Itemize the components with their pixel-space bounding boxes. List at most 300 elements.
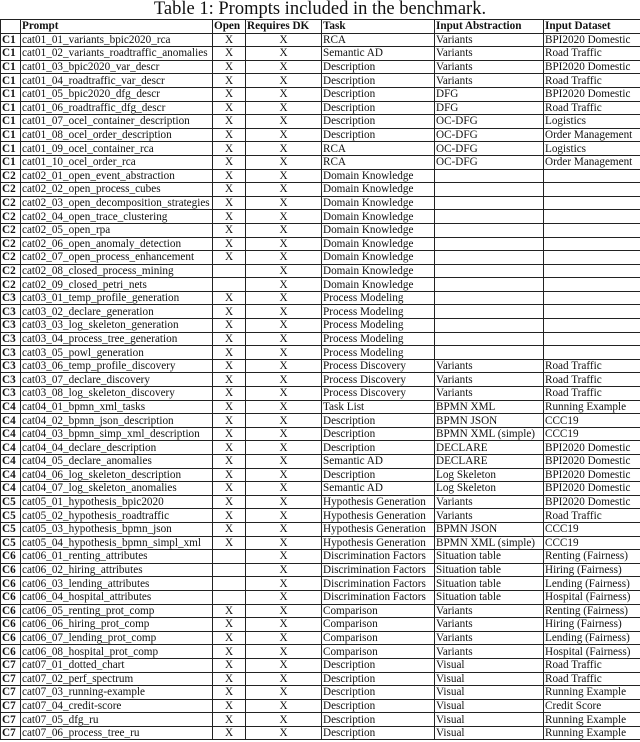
cell-prompt: cat03_03_log_skeleton_generation bbox=[21, 319, 213, 333]
cell-requires-dk: X bbox=[246, 278, 322, 292]
cell-task: Discrimination Factors bbox=[322, 550, 435, 564]
cell-task: Discrimination Factors bbox=[322, 577, 435, 591]
cell-requires-dk: X bbox=[246, 400, 322, 414]
cell-input-dataset bbox=[544, 346, 640, 360]
cell-prompt: cat04_07_log_skeleton_anomalies bbox=[21, 482, 213, 496]
table-row bbox=[1, 550, 640, 564]
cell-task: Domain Knowledge bbox=[322, 237, 435, 251]
cell-open: X bbox=[213, 33, 246, 47]
cell-category: C3 bbox=[1, 319, 21, 333]
cell-task: Hypothesis Generation bbox=[322, 536, 435, 550]
cell-task: RCA bbox=[322, 33, 435, 47]
cell-task: RCA bbox=[322, 155, 435, 169]
cell-requires-dk: X bbox=[246, 223, 322, 237]
cell-prompt: cat02_09_closed_petri_nets bbox=[21, 278, 213, 292]
cell-prompt: cat05_02_hypothesis_roadtraffic bbox=[21, 509, 213, 523]
cell-category: C5 bbox=[1, 536, 21, 550]
cell-category: C7 bbox=[1, 686, 21, 700]
cell-prompt: cat01_03_bpic2020_var_descr bbox=[21, 60, 213, 74]
cell-task: Description bbox=[322, 686, 435, 700]
cell-task: Process Modeling bbox=[322, 291, 435, 305]
cell-prompt: cat07_04_credit-score bbox=[21, 699, 213, 713]
cell-category: C6 bbox=[1, 563, 21, 577]
cell-open: X bbox=[213, 495, 246, 509]
cell-prompt: cat04_06_log_skeleton_description bbox=[21, 468, 213, 482]
cell-category: C4 bbox=[1, 482, 21, 496]
cell-input-dataset bbox=[544, 319, 640, 333]
cell-input-abstraction: OC-DFG bbox=[435, 142, 544, 156]
cell-open: X bbox=[213, 686, 246, 700]
cell-prompt: cat02_03_open_decomposition_strategies bbox=[21, 196, 213, 210]
cell-task: Domain Knowledge bbox=[322, 210, 435, 224]
cell-prompt: cat01_10_ocel_order_rca bbox=[21, 155, 213, 169]
cell-input-abstraction: Visual bbox=[435, 658, 544, 672]
cell-prompt: cat02_06_open_anomaly_detection bbox=[21, 237, 213, 251]
cell-requires-dk: X bbox=[246, 319, 322, 333]
cell-input-dataset: Running Example bbox=[544, 726, 640, 740]
table-row bbox=[1, 319, 640, 333]
cell-input-abstraction: Situation table bbox=[435, 577, 544, 591]
cell-prompt: cat07_03_running-example bbox=[21, 686, 213, 700]
cell-input-dataset: Hospital (Fairness) bbox=[544, 590, 640, 604]
cell-input-abstraction: Situation table bbox=[435, 563, 544, 577]
cell-requires-dk: X bbox=[246, 332, 322, 346]
cell-category: C3 bbox=[1, 359, 21, 373]
cell-category: C3 bbox=[1, 387, 21, 401]
cell-input-dataset: Running Example bbox=[544, 713, 640, 727]
cell-category: C4 bbox=[1, 400, 21, 414]
cell-requires-dk: X bbox=[246, 590, 322, 604]
cell-input-abstraction: Visual bbox=[435, 713, 544, 727]
cell-open: X bbox=[213, 509, 246, 523]
cell-prompt: cat06_08_hospital_prot_comp bbox=[21, 645, 213, 659]
table-row bbox=[1, 522, 640, 536]
cell-input-dataset bbox=[544, 196, 640, 210]
table-row bbox=[1, 60, 640, 74]
cell-input-dataset: Lending (Fairness) bbox=[544, 577, 640, 591]
cell-requires-dk: X bbox=[246, 522, 322, 536]
table-row bbox=[1, 33, 640, 47]
table-row bbox=[1, 264, 640, 278]
table-row bbox=[1, 672, 640, 686]
cell-input-dataset bbox=[544, 251, 640, 265]
table-row bbox=[1, 47, 640, 61]
cell-category: C6 bbox=[1, 604, 21, 618]
table-row bbox=[1, 495, 640, 509]
cell-open: X bbox=[213, 237, 246, 251]
table-row bbox=[1, 645, 640, 659]
cell-input-abstraction: Variants bbox=[435, 645, 544, 659]
cell-open bbox=[213, 563, 246, 577]
cell-input-abstraction: BPMN JSON bbox=[435, 522, 544, 536]
table-row bbox=[1, 373, 640, 387]
cell-input-dataset: Lending (Fairness) bbox=[544, 631, 640, 645]
cell-requires-dk: X bbox=[246, 726, 322, 740]
table-row bbox=[1, 115, 640, 129]
cell-category: C1 bbox=[1, 33, 21, 47]
cell-open: X bbox=[213, 482, 246, 496]
cell-input-dataset: Road Traffic bbox=[544, 509, 640, 523]
cell-open: X bbox=[213, 387, 246, 401]
cell-input-abstraction: Situation table bbox=[435, 550, 544, 564]
cell-prompt: cat05_01_hypothesis_bpic2020 bbox=[21, 495, 213, 509]
cell-requires-dk: X bbox=[246, 33, 322, 47]
table-row bbox=[1, 359, 640, 373]
cell-input-dataset bbox=[544, 223, 640, 237]
cell-prompt: cat01_08_ocel_order_description bbox=[21, 128, 213, 142]
cell-requires-dk: X bbox=[246, 563, 322, 577]
cell-task: Process Discovery bbox=[322, 387, 435, 401]
cell-requires-dk: X bbox=[246, 672, 322, 686]
cell-open: X bbox=[213, 604, 246, 618]
cell-open: X bbox=[213, 305, 246, 319]
cell-open: X bbox=[213, 223, 246, 237]
cell-input-dataset bbox=[544, 210, 640, 224]
cell-requires-dk: X bbox=[246, 60, 322, 74]
cell-category: C6 bbox=[1, 577, 21, 591]
cell-prompt: cat03_05_powl_generation bbox=[21, 346, 213, 360]
cell-prompt: cat02_01_open_event_abstraction bbox=[21, 169, 213, 183]
cell-input-dataset: CCC19 bbox=[544, 536, 640, 550]
cell-open: X bbox=[213, 699, 246, 713]
cell-requires-dk: X bbox=[246, 142, 322, 156]
cell-input-abstraction: OC-DFG bbox=[435, 115, 544, 129]
cell-prompt: cat07_01_dotted_chart bbox=[21, 658, 213, 672]
cell-category: C6 bbox=[1, 631, 21, 645]
table-row bbox=[1, 128, 640, 142]
cell-input-dataset: BPI2020 Domestic bbox=[544, 87, 640, 101]
cell-input-dataset: Logistics bbox=[544, 142, 640, 156]
cell-input-abstraction: Variants bbox=[435, 631, 544, 645]
cell-input-dataset bbox=[544, 278, 640, 292]
cell-open: X bbox=[213, 373, 246, 387]
cell-input-abstraction bbox=[435, 183, 544, 197]
cell-prompt: cat01_02_variants_roadtraffic_anomalies bbox=[21, 47, 213, 61]
table-row bbox=[1, 509, 640, 523]
cell-input-dataset: Running Example bbox=[544, 686, 640, 700]
cell-input-dataset: Road Traffic bbox=[544, 658, 640, 672]
table-row bbox=[1, 87, 640, 101]
table-row bbox=[1, 427, 640, 441]
cell-requires-dk: X bbox=[246, 87, 322, 101]
cell-input-abstraction: Variants bbox=[435, 509, 544, 523]
cell-category: C2 bbox=[1, 278, 21, 292]
cell-prompt: cat06_02_hiring_attributes bbox=[21, 563, 213, 577]
cell-requires-dk: X bbox=[246, 251, 322, 265]
cell-input-abstraction: DFG bbox=[435, 101, 544, 115]
cell-requires-dk: X bbox=[246, 210, 322, 224]
cell-category: C4 bbox=[1, 427, 21, 441]
cell-input-abstraction bbox=[435, 210, 544, 224]
cell-prompt: cat03_08_log_skeleton_discovery bbox=[21, 387, 213, 401]
cell-task: Description bbox=[322, 468, 435, 482]
cell-task: RCA bbox=[322, 142, 435, 156]
cell-requires-dk: X bbox=[246, 618, 322, 632]
cell-input-abstraction: Visual bbox=[435, 686, 544, 700]
cell-open: X bbox=[213, 128, 246, 142]
cell-input-dataset: Renting (Fairness) bbox=[544, 604, 640, 618]
cell-input-dataset: BPI2020 Domestic bbox=[544, 60, 640, 74]
cell-requires-dk: X bbox=[246, 387, 322, 401]
cell-open: X bbox=[213, 155, 246, 169]
cell-task: Domain Knowledge bbox=[322, 183, 435, 197]
table-row bbox=[1, 332, 640, 346]
cell-input-dataset: CCC19 bbox=[544, 427, 640, 441]
cell-requires-dk: X bbox=[246, 658, 322, 672]
cell-category: C2 bbox=[1, 264, 21, 278]
cell-open: X bbox=[213, 536, 246, 550]
table-caption: Table 1: Prompts included in the benchmark. bbox=[153, 0, 487, 19]
cell-input-abstraction: Visual bbox=[435, 672, 544, 686]
cell-category: C3 bbox=[1, 291, 21, 305]
cell-input-abstraction: Log Skeleton bbox=[435, 468, 544, 482]
cell-prompt: cat04_02_bpmn_json_description bbox=[21, 414, 213, 428]
cell-open: X bbox=[213, 142, 246, 156]
cell-input-abstraction: Variants bbox=[435, 33, 544, 47]
cell-task: Process Discovery bbox=[322, 373, 435, 387]
cell-input-abstraction: DECLARE bbox=[435, 441, 544, 455]
cell-requires-dk: X bbox=[246, 468, 322, 482]
table-row bbox=[1, 101, 640, 115]
cell-category: C1 bbox=[1, 60, 21, 74]
cell-task: Process Modeling bbox=[322, 305, 435, 319]
cell-input-dataset bbox=[544, 305, 640, 319]
cell-input-abstraction: Visual bbox=[435, 726, 544, 740]
cell-input-dataset: Road Traffic bbox=[544, 47, 640, 61]
cell-category: C1 bbox=[1, 87, 21, 101]
cell-open: X bbox=[213, 319, 246, 333]
cell-category: C5 bbox=[1, 522, 21, 536]
table-row bbox=[1, 414, 640, 428]
cell-open: X bbox=[213, 60, 246, 74]
cell-prompt: cat07_06_process_tree_ru bbox=[21, 726, 213, 740]
table-row bbox=[1, 468, 640, 482]
cell-open: X bbox=[213, 468, 246, 482]
cell-input-dataset: Order Management bbox=[544, 128, 640, 142]
cell-open bbox=[213, 278, 246, 292]
cell-requires-dk: X bbox=[246, 169, 322, 183]
cell-open bbox=[213, 550, 246, 564]
cell-requires-dk: X bbox=[246, 101, 322, 115]
cell-input-abstraction: Variants bbox=[435, 60, 544, 74]
cell-task: Process Modeling bbox=[322, 319, 435, 333]
cell-task: Description bbox=[322, 441, 435, 455]
table-row bbox=[1, 74, 640, 88]
cell-input-dataset: BPI2020 Domestic bbox=[544, 33, 640, 47]
cell-task: Description bbox=[322, 713, 435, 727]
cell-prompt: cat06_03_lending_attributes bbox=[21, 577, 213, 591]
cell-prompt: cat03_04_process_tree_generation bbox=[21, 332, 213, 346]
cell-task: Domain Knowledge bbox=[322, 278, 435, 292]
cell-prompt: cat06_01_renting_attributes bbox=[21, 550, 213, 564]
table-header-row bbox=[1, 20, 640, 34]
cell-requires-dk: X bbox=[246, 237, 322, 251]
cell-input-abstraction: OC-DFG bbox=[435, 155, 544, 169]
cell-requires-dk: X bbox=[246, 455, 322, 469]
table-row bbox=[1, 400, 640, 414]
cell-prompt: cat06_05_renting_prot_comp bbox=[21, 604, 213, 618]
cell-task: Description bbox=[322, 128, 435, 142]
cell-input-dataset bbox=[544, 237, 640, 251]
cell-requires-dk: X bbox=[246, 631, 322, 645]
cell-task: Process Modeling bbox=[322, 332, 435, 346]
cell-input-dataset: Renting (Fairness) bbox=[544, 550, 640, 564]
cell-requires-dk: X bbox=[246, 550, 322, 564]
cell-input-dataset bbox=[544, 264, 640, 278]
cell-task: Domain Knowledge bbox=[322, 264, 435, 278]
cell-prompt: cat03_02_declare_generation bbox=[21, 305, 213, 319]
cell-category: C5 bbox=[1, 509, 21, 523]
cell-task: Semantic AD bbox=[322, 455, 435, 469]
cell-open: X bbox=[213, 618, 246, 632]
cell-category: C3 bbox=[1, 305, 21, 319]
cell-prompt: cat02_02_open_process_cubes bbox=[21, 183, 213, 197]
cell-open bbox=[213, 264, 246, 278]
cell-input-abstraction bbox=[435, 278, 544, 292]
cell-category: C4 bbox=[1, 468, 21, 482]
cell-category: C2 bbox=[1, 169, 21, 183]
cell-prompt: cat05_03_hypothesis_bpmn_json bbox=[21, 522, 213, 536]
cell-prompt: cat07_05_dfg_ru bbox=[21, 713, 213, 727]
cell-category: C2 bbox=[1, 223, 21, 237]
cell-open: X bbox=[213, 713, 246, 727]
cell-prompt: cat04_03_bpmn_simp_xml_description bbox=[21, 427, 213, 441]
cell-input-dataset: Logistics bbox=[544, 115, 640, 129]
cell-input-abstraction bbox=[435, 223, 544, 237]
cell-prompt: cat06_07_lending_prot_comp bbox=[21, 631, 213, 645]
cell-input-abstraction: DFG bbox=[435, 87, 544, 101]
cell-task: Description bbox=[322, 101, 435, 115]
cell-task: Description bbox=[322, 427, 435, 441]
cell-prompt: cat02_08_closed_process_mining bbox=[21, 264, 213, 278]
cell-category: C3 bbox=[1, 373, 21, 387]
cell-input-abstraction: Variants bbox=[435, 604, 544, 618]
table-row bbox=[1, 482, 640, 496]
cell-task: Comparison bbox=[322, 604, 435, 618]
cell-prompt: cat03_01_temp_profile_generation bbox=[21, 291, 213, 305]
cell-category: C5 bbox=[1, 495, 21, 509]
cell-task: Domain Knowledge bbox=[322, 223, 435, 237]
cell-prompt: cat01_01_variants_bpic2020_rca bbox=[21, 33, 213, 47]
cell-task: Hypothesis Generation bbox=[322, 495, 435, 509]
cell-category: C1 bbox=[1, 101, 21, 115]
cell-input-dataset: Hospital (Fairness) bbox=[544, 645, 640, 659]
cell-input-abstraction: Variants bbox=[435, 387, 544, 401]
cell-requires-dk: X bbox=[246, 414, 322, 428]
cell-task: Domain Knowledge bbox=[322, 169, 435, 183]
cell-input-dataset: Hiring (Fairness) bbox=[544, 563, 640, 577]
cell-open: X bbox=[213, 183, 246, 197]
cell-requires-dk: X bbox=[246, 699, 322, 713]
cell-requires-dk: X bbox=[246, 509, 322, 523]
cell-input-dataset: Order Management bbox=[544, 155, 640, 169]
cell-category: C7 bbox=[1, 713, 21, 727]
cell-requires-dk: X bbox=[246, 128, 322, 142]
cell-category: C2 bbox=[1, 196, 21, 210]
cell-category: C2 bbox=[1, 183, 21, 197]
cell-task: Domain Knowledge bbox=[322, 196, 435, 210]
cell-open: X bbox=[213, 346, 246, 360]
table-row bbox=[1, 387, 640, 401]
cell-prompt: cat06_06_hiring_prot_comp bbox=[21, 618, 213, 632]
cell-prompt: cat01_04_roadtraffic_var_descr bbox=[21, 74, 213, 88]
cell-open: X bbox=[213, 441, 246, 455]
cell-task: Discrimination Factors bbox=[322, 590, 435, 604]
cell-open: X bbox=[213, 291, 246, 305]
cell-task: Comparison bbox=[322, 631, 435, 645]
cell-requires-dk: X bbox=[246, 645, 322, 659]
cell-requires-dk: X bbox=[246, 346, 322, 360]
cell-requires-dk: X bbox=[246, 264, 322, 278]
cell-prompt: cat06_04_hospital_attributes bbox=[21, 590, 213, 604]
cell-open: X bbox=[213, 87, 246, 101]
cell-open: X bbox=[213, 359, 246, 373]
cell-open: X bbox=[213, 47, 246, 61]
cell-open: X bbox=[213, 169, 246, 183]
cell-task: Description bbox=[322, 74, 435, 88]
cell-category: C3 bbox=[1, 346, 21, 360]
cell-requires-dk: X bbox=[246, 536, 322, 550]
cell-open: X bbox=[213, 332, 246, 346]
cell-open bbox=[213, 590, 246, 604]
header-input-dataset: Input Dataset bbox=[544, 20, 640, 34]
cell-input-dataset: Running Example bbox=[544, 400, 640, 414]
header-input-abstraction: Input Abstraction bbox=[435, 20, 544, 34]
cell-task: Semantic AD bbox=[322, 47, 435, 61]
cell-task: Comparison bbox=[322, 618, 435, 632]
cell-prompt: cat01_09_ocel_container_rca bbox=[21, 142, 213, 156]
cell-prompt: cat02_05_open_rpa bbox=[21, 223, 213, 237]
table-row bbox=[1, 183, 640, 197]
cell-input-dataset: Road Traffic bbox=[544, 373, 640, 387]
cell-open: X bbox=[213, 455, 246, 469]
cell-input-abstraction bbox=[435, 196, 544, 210]
cell-requires-dk: X bbox=[246, 74, 322, 88]
cell-task: Discrimination Factors bbox=[322, 563, 435, 577]
table-row bbox=[1, 155, 640, 169]
cell-open: X bbox=[213, 672, 246, 686]
cell-prompt: cat04_04_declare_description bbox=[21, 441, 213, 455]
cell-task: Description bbox=[322, 87, 435, 101]
cell-category: C1 bbox=[1, 74, 21, 88]
cell-requires-dk: X bbox=[246, 686, 322, 700]
cell-input-abstraction: Variants bbox=[435, 47, 544, 61]
cell-input-abstraction: Variants bbox=[435, 74, 544, 88]
cell-requires-dk: X bbox=[246, 482, 322, 496]
cell-task: Process Discovery bbox=[322, 359, 435, 373]
cell-category: C6 bbox=[1, 550, 21, 564]
header-requires-dk: Requires DK bbox=[246, 20, 322, 34]
cell-open: X bbox=[213, 196, 246, 210]
cell-requires-dk: X bbox=[246, 155, 322, 169]
table-row bbox=[1, 726, 640, 740]
table-row bbox=[1, 291, 640, 305]
cell-task: Semantic AD bbox=[322, 482, 435, 496]
cell-category: C1 bbox=[1, 142, 21, 156]
cell-input-abstraction: Log Skeleton bbox=[435, 482, 544, 496]
table-row bbox=[1, 563, 640, 577]
cell-input-abstraction: Variants bbox=[435, 495, 544, 509]
table-row bbox=[1, 618, 640, 632]
cell-input-abstraction: Situation table bbox=[435, 590, 544, 604]
cell-requires-dk: X bbox=[246, 441, 322, 455]
cell-input-abstraction bbox=[435, 291, 544, 305]
cell-input-dataset: BPI2020 Domestic bbox=[544, 495, 640, 509]
cell-category: C7 bbox=[1, 726, 21, 740]
table-row bbox=[1, 604, 640, 618]
cell-prompt: cat07_02_perf_spectrum bbox=[21, 672, 213, 686]
cell-input-dataset bbox=[544, 291, 640, 305]
